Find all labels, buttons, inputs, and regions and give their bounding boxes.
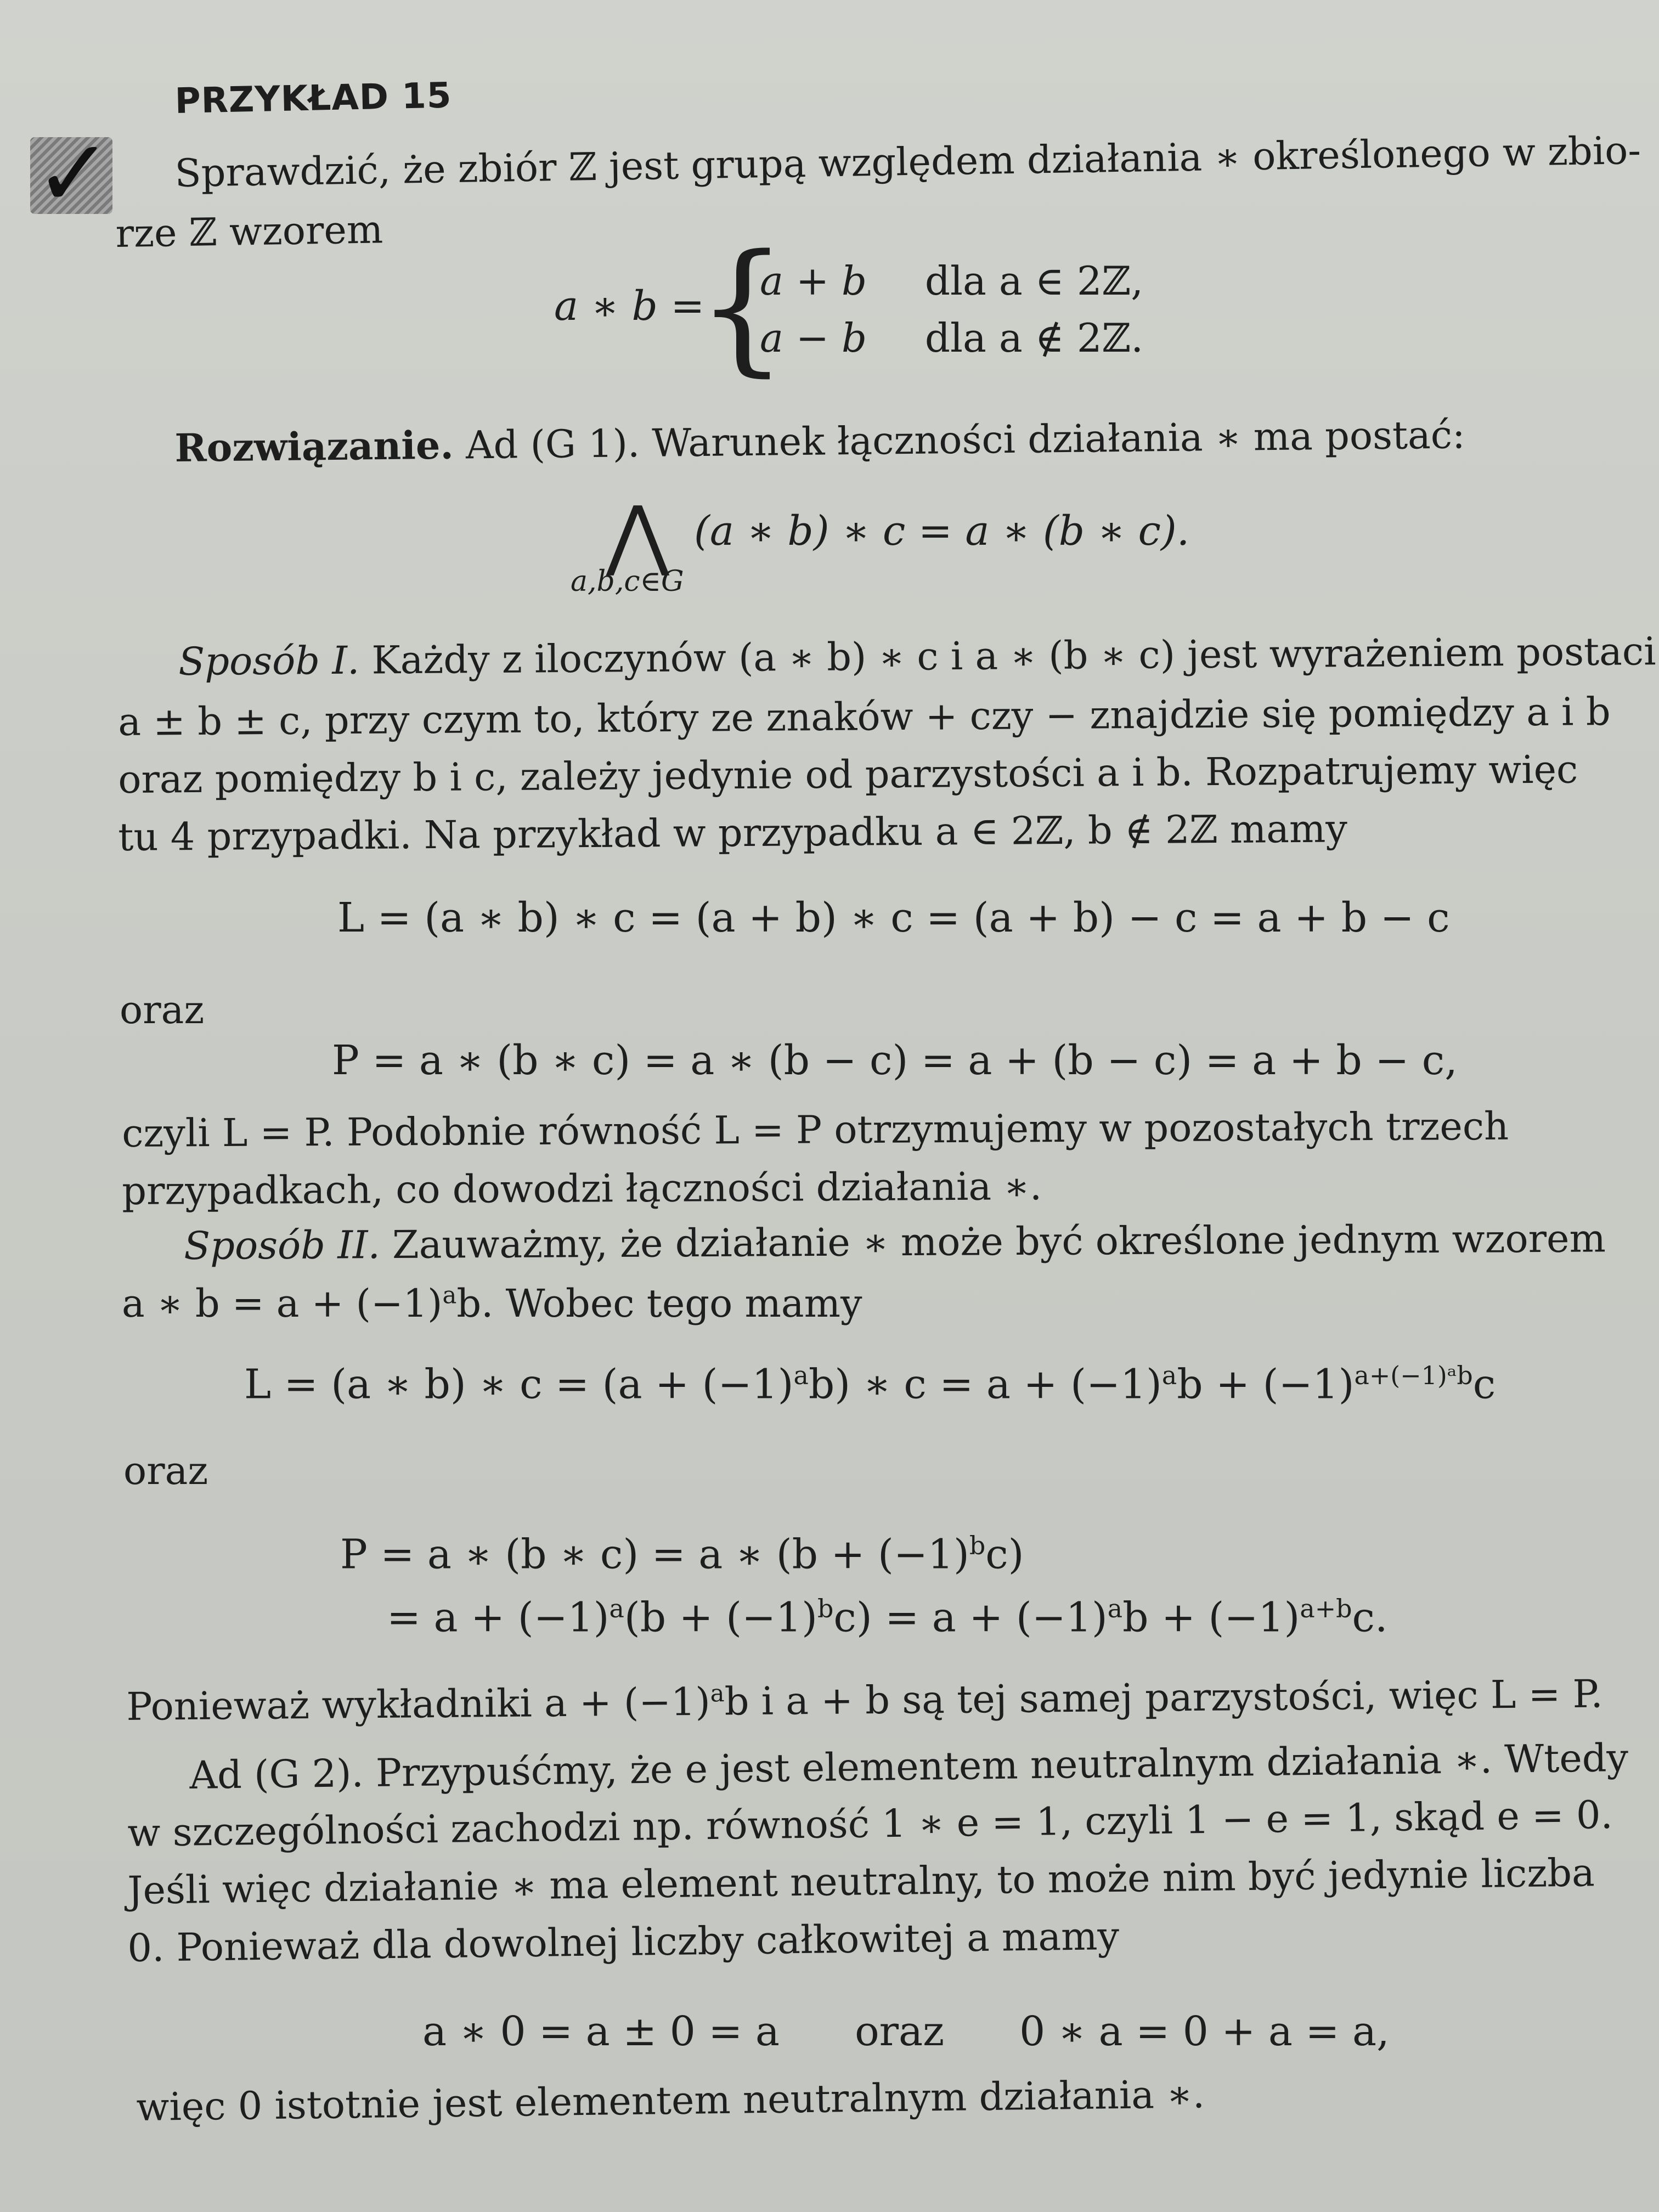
final-line: więc 0 istotnie jest elementem neutralnym działania ∗. bbox=[136, 2072, 1205, 2130]
g2-line-2: w szczególności zachodzi np. równość 1 ∗ e = 1, czyli 1 − e = 1, skąd e = 0. bbox=[127, 1792, 1613, 1855]
conclusion-2 bbox=[126, 1672, 1603, 1729]
concl2-part-a: Ponieważ wykładniki a + (−1) bbox=[126, 1679, 711, 1729]
way2-formula-b: b. Wobec tego mamy bbox=[456, 1281, 862, 1326]
case-1-condition: dla a ∈ 2ℤ, bbox=[924, 258, 1144, 304]
piecewise-brace: { bbox=[697, 224, 788, 390]
g2-line-4: 0. Ponieważ dla dowolnej liczby całkowitej a mamy bbox=[127, 1913, 1120, 1971]
equation-P-general-line-1 bbox=[340, 1531, 1024, 1578]
check-mark-icon: ✓ bbox=[35, 120, 113, 228]
equation-L-general bbox=[244, 1361, 1496, 1408]
eqP2-l2-sup2: b bbox=[817, 1594, 834, 1623]
eqL2-part-b: b) ∗ c = a + (−1) bbox=[808, 1361, 1162, 1408]
oraz-2: oraz bbox=[123, 1448, 208, 1493]
eq-neutral-oraz: oraz bbox=[855, 2008, 945, 2055]
check-mark-badge bbox=[30, 120, 113, 228]
eq-neutral-right: a ∗ 0 = a ± 0 = a bbox=[422, 2008, 780, 2055]
way2-line-1-text: Zauważmy, że działanie ∗ może być określone jednym wzorem bbox=[380, 1216, 1606, 1268]
way2-line-1 bbox=[184, 1216, 1606, 1268]
eqP2-l2-sup4: a+b bbox=[1300, 1594, 1352, 1623]
eq-neutral-left: 0 ∗ a = 0 + a = a, bbox=[1019, 2008, 1390, 2055]
way1-line-4: tu 4 przypadki. Na przykład w przypadku a ∈ 2ℤ, b ∉ 2ℤ mamy bbox=[118, 806, 1348, 860]
associativity-subscript: a,b,c∈G bbox=[571, 565, 684, 598]
concl2-sup: a bbox=[710, 1680, 725, 1708]
way1-line-1 bbox=[178, 629, 1656, 684]
eqP2-l2-a: = a + (−1) bbox=[387, 1594, 610, 1641]
problem-line-1: Sprawdzić, że zbiór ℤ jest grupą względem działania ∗ określonego w zbio- bbox=[174, 128, 1641, 196]
solution-intro bbox=[174, 411, 1465, 471]
eqP2-l1-a: P = a ∗ (b ∗ c) = a ∗ (b + (−1) bbox=[340, 1531, 969, 1578]
conclusion-1-line-1: czyli L = P. Podobnie równość L = P otrzymujemy w pozostałych trzech bbox=[122, 1103, 1509, 1156]
piecewise-cases bbox=[760, 258, 1143, 372]
eqP2-l1-sup: b bbox=[969, 1531, 986, 1560]
associativity-formula: (a ∗ b) ∗ c = a ∗ (b ∗ c). bbox=[694, 507, 1190, 555]
eqL2-sup-1: a bbox=[793, 1361, 809, 1390]
way2-formula-exponent: a bbox=[442, 1282, 457, 1310]
way1-line-1-text: Każdy z iloczynów (a ∗ b) ∗ c i a ∗ (b ∗ c) jest wyrażeniem postaci bbox=[359, 629, 1656, 683]
eqL2-part-d: c bbox=[1472, 1361, 1496, 1408]
way1-line-2: a ± b ± c, przy czym to, który ze znaków + czy − znajdzie się pomiędzy a i b bbox=[118, 689, 1611, 744]
concl2-part-b: b i a + b są tej samej parzystości, więc L = P. bbox=[724, 1671, 1604, 1724]
g2-line-3: Jeśli więc działanie ∗ ma element neutralny, to może nim być jedynie liczba bbox=[127, 1850, 1595, 1913]
way1-label: Sposób I. bbox=[178, 637, 360, 684]
way2-label: Sposób II. bbox=[184, 1222, 381, 1268]
problem-line-2: rze ℤ wzorem bbox=[115, 207, 383, 256]
way2-line-2 bbox=[122, 1281, 862, 1326]
big-wedge-symbol: ⋀ bbox=[606, 490, 669, 579]
oraz-1: oraz bbox=[120, 988, 205, 1032]
eqL2-part-c: b + (−1) bbox=[1177, 1361, 1355, 1408]
conclusion-1-line-2: przypadkach, co dowodzi łączności działania ∗. bbox=[122, 1164, 1042, 1214]
way2-formula-a: a ∗ b = a + (−1) bbox=[122, 1281, 443, 1326]
eqP2-l2-c: c) = a + (−1) bbox=[833, 1594, 1108, 1641]
eqL2-sup-2: a bbox=[1161, 1361, 1177, 1390]
case-1-expression: a + b bbox=[760, 258, 867, 304]
piecewise-lhs: a ∗ b = bbox=[554, 283, 705, 330]
equation-P-case: P = a ∗ (b ∗ c) = a ∗ (b − c) = a + (b − c) = a + b − c, bbox=[332, 1037, 1458, 1084]
case-2-expression: a − b bbox=[760, 315, 867, 361]
solution-label: Rozwiązanie. bbox=[174, 422, 454, 471]
eqP2-l2-d: b + (−1) bbox=[1122, 1594, 1300, 1641]
eqP2-l2-sup1: a bbox=[609, 1594, 624, 1623]
case-2-condition: dla a ∉ 2ℤ. bbox=[924, 315, 1144, 361]
eqP2-l2-e: c. bbox=[1352, 1594, 1388, 1641]
way1-line-3: oraz pomiędzy b i c, zależy jedynie od parzystości a i b. Rozpatrujemy więc bbox=[118, 747, 1578, 802]
eqP2-l2-b: (b + (−1) bbox=[624, 1594, 818, 1641]
equation-P-general-line-2 bbox=[387, 1594, 1387, 1641]
example-heading: PRZYKŁAD 15 bbox=[174, 75, 453, 122]
eqL2-part-a: L = (a ∗ b) ∗ c = (a + (−1) bbox=[244, 1361, 794, 1408]
g2-line-1: Ad (G 2). Przypuśćmy, że e jest elementem neutralnym działania ∗. Wtedy bbox=[189, 1735, 1629, 1798]
equation-L-case: L = (a ∗ b) ∗ c = (a + b) ∗ c = (a + b) − c = a + b − c bbox=[337, 894, 1450, 941]
solution-intro-text: Ad (G 1). Warunek łączności działania ∗ ma postać: bbox=[453, 412, 1466, 468]
eqP2-l1-b: c) bbox=[985, 1531, 1024, 1578]
equation-neutral bbox=[422, 2008, 1390, 2055]
eqP2-l2-sup3: a bbox=[1107, 1594, 1123, 1623]
eqL2-sup-3: a+(−1)ᵃb bbox=[1354, 1361, 1473, 1390]
